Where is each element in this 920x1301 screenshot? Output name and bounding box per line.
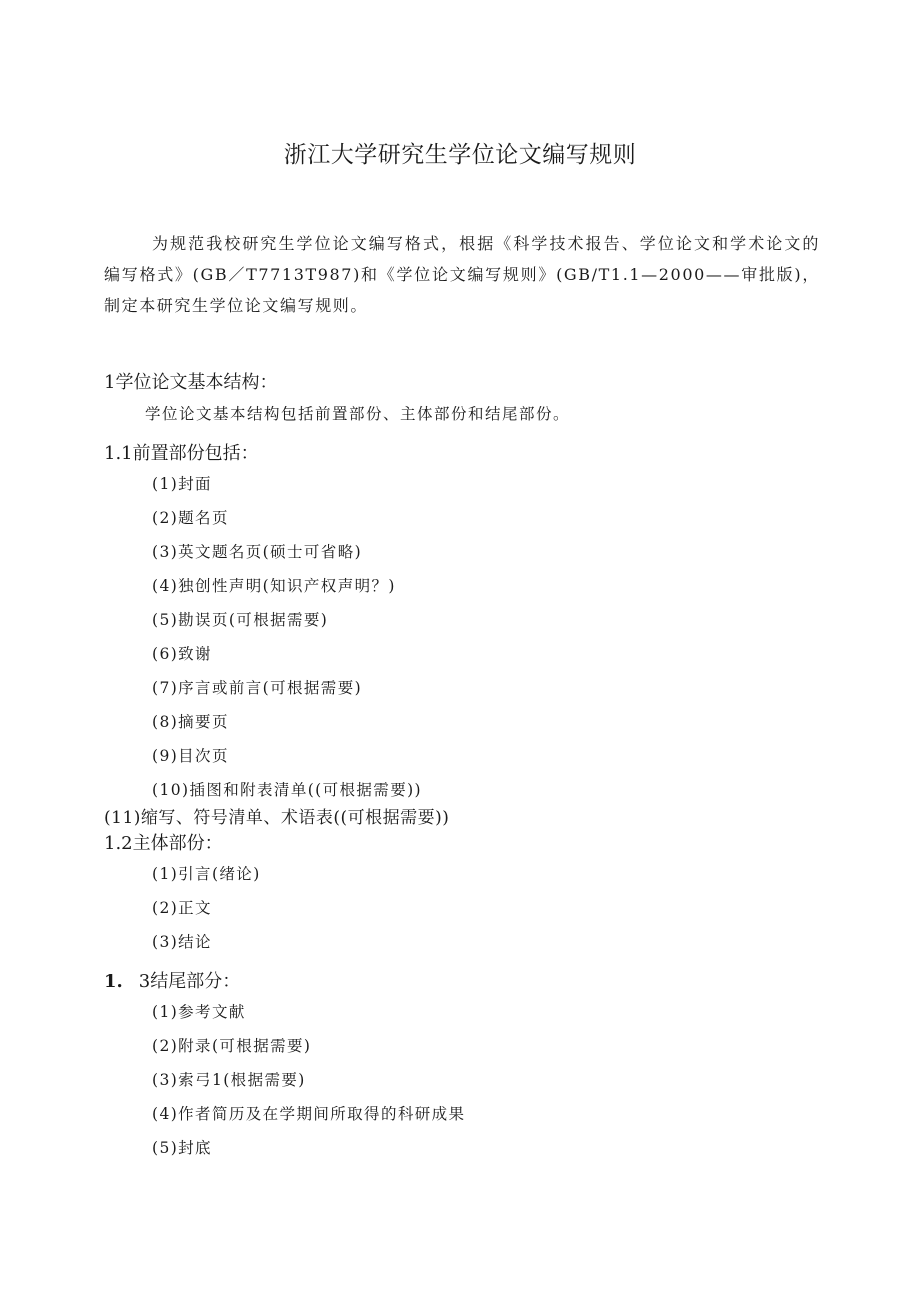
section-1-3-heading xyxy=(104,967,240,993)
list-item: (5)勘误页(可根据需要) xyxy=(152,611,329,629)
list-item: (9)目次页 xyxy=(152,747,229,765)
list-item: (2)附录(可根据需要) xyxy=(152,1037,312,1055)
list-item: (3)英文题名页(硕士可省略) xyxy=(152,543,363,561)
intro-paragraph: 为规范我校研究生学位论文编写格式，根据《科学技术报告、学位论文和学术论文的编写格式》(GB／T7713T987)和《学位论文编写规则》(GB/T1.1—2000——审批版)，制定本研究生学位论文编写规则。 xyxy=(104,234,820,315)
list-item-extra: (11)缩写、符号清单、术语表((可根据需要)) xyxy=(104,808,450,828)
section-1-3-number: 1. xyxy=(104,971,123,992)
list-item: (8)摘要页 xyxy=(152,713,229,731)
section-1-3-title: 3结尾部分： xyxy=(138,971,241,992)
list-item: (7)序言或前言(可根据需要) xyxy=(152,679,363,697)
section-1-summary: 学位论文基本结构包括前置部份、主体部份和结尾部份。 xyxy=(145,405,571,423)
document-title: 浙江大学研究生学位论文编写规则 xyxy=(283,142,637,168)
list-item: (6)致谢 xyxy=(152,645,212,663)
list-item: (1)参考文献 xyxy=(152,1003,246,1021)
list-item: (4)作者简历及在学期间所取得的科研成果 xyxy=(152,1105,466,1123)
section-1-2-heading: 1.2主体部份： xyxy=(104,833,223,854)
list-item: (3)索弓1(根据需要) xyxy=(152,1071,306,1089)
list-item: (2)正文 xyxy=(152,899,212,917)
list-item: (2)题名页 xyxy=(152,509,229,527)
list-item: (3)结论 xyxy=(152,933,212,951)
list-item: (1)封面 xyxy=(152,475,212,493)
section-1-heading: 1学位论文基本结构： xyxy=(104,372,278,393)
list-item: (1)引言(绪论) xyxy=(152,865,261,883)
section-1-1-heading: 1.1前置部份包括： xyxy=(104,443,259,464)
list-item: (4)独创性声明(知识产权声明？) xyxy=(152,577,396,595)
list-item: (10)插图和附表清单((可根据需要)) xyxy=(152,781,423,799)
list-item: (5)封底 xyxy=(152,1139,212,1157)
